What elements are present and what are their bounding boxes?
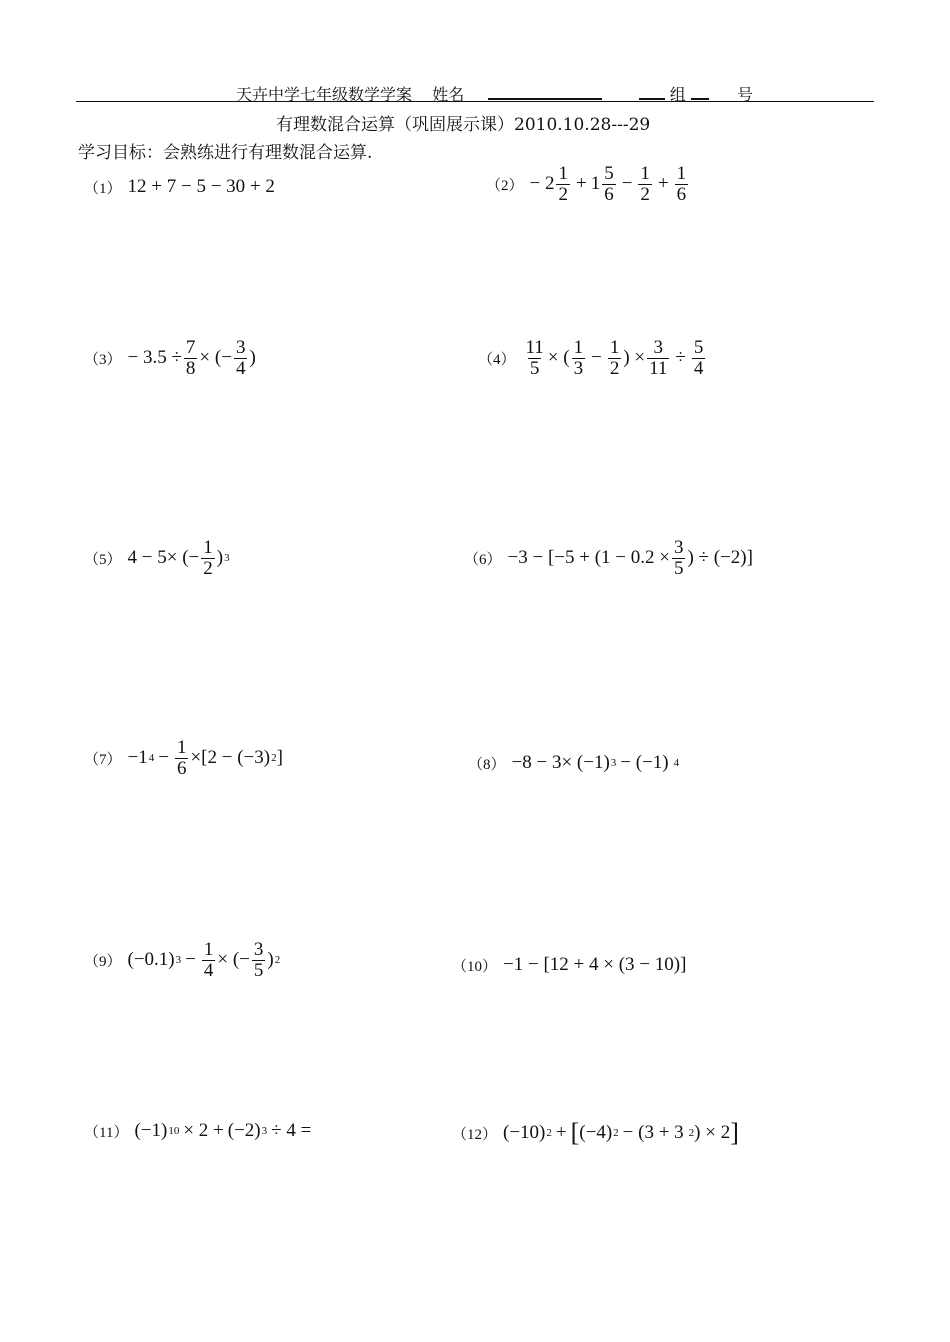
- problem-3: [84, 338, 256, 379]
- expr-part: ]: [276, 747, 283, 769]
- exponent: 2: [274, 954, 281, 967]
- fraction: $\frac{1}{3}$: [573, 337, 584, 379]
- expr-part: − 3.5 ÷: [127, 347, 182, 369]
- problem-9: [84, 940, 280, 981]
- fraction: $\frac{1}{2}$: [609, 337, 620, 379]
- expr-part: −: [185, 949, 196, 971]
- fraction: $\frac{3}{5}$: [253, 939, 264, 981]
- exponent: 10: [168, 1125, 180, 1137]
- expr-part: ): [249, 347, 256, 369]
- problem-2: [486, 164, 690, 205]
- expr-part: −: [621, 173, 633, 195]
- problem-label: （5）: [84, 551, 122, 568]
- exponent: 2: [271, 752, 277, 765]
- expr-part: − (3 + 3: [622, 1122, 684, 1143]
- expr-part: ) ×: [623, 347, 646, 369]
- exponent: 4: [148, 752, 155, 765]
- expr-part: −8 − 3× (−1): [511, 752, 610, 773]
- exponent: 3: [261, 1125, 268, 1137]
- header-rule: [76, 101, 874, 102]
- expr-part: −3 − [−5 + (1 − 0.2 ×: [507, 547, 670, 569]
- bracket: [: [570, 1118, 580, 1147]
- expr-part: (−1): [134, 1120, 168, 1141]
- expr-part: − (−1): [620, 752, 669, 773]
- fraction: $\frac{11}{5}$: [525, 337, 544, 379]
- fraction: $\frac{3}{11}$: [649, 337, 668, 379]
- expr-part: ): [267, 949, 274, 971]
- group-blank: [639, 88, 665, 100]
- expr-part: (−0.1): [127, 949, 175, 971]
- expr-part: × 2 +: [183, 1120, 224, 1141]
- problem-4: [478, 338, 707, 379]
- expr-part: ÷: [675, 347, 686, 369]
- problem-label: （11）: [84, 1124, 129, 1141]
- expression: −1 − [12 + 4 × (3 − 10)]: [503, 954, 687, 975]
- problem-label: （10）: [452, 958, 498, 975]
- problem-label: （9）: [84, 953, 122, 970]
- expr-part: (−10): [503, 1122, 546, 1143]
- expr-part: (−2): [227, 1120, 261, 1141]
- expr-part: ÷ 4 =: [271, 1120, 312, 1141]
- expr-part: × (: [547, 347, 570, 369]
- expr-part: +: [657, 173, 669, 195]
- expr-part: −: [158, 747, 169, 769]
- problem-7: [84, 738, 283, 779]
- learning-goal: 学习目标：会熟练进行有理数混合运算.: [78, 143, 373, 163]
- name-label: 姓名: [432, 85, 465, 104]
- problem-11: [84, 1120, 315, 1142]
- exponent: 3: [175, 954, 182, 967]
- fraction: $\frac{5}{6}$: [604, 163, 614, 205]
- expr-part: +: [555, 1122, 567, 1143]
- fraction: $\frac{3}{4}$: [235, 337, 246, 379]
- problem-10: [452, 954, 686, 976]
- problem-6: [464, 538, 753, 579]
- expr-part: 1: [590, 173, 601, 195]
- exponent: 3: [610, 757, 617, 769]
- exponent: 4: [673, 757, 680, 769]
- fraction: $\frac{1}{2}$: [203, 537, 213, 579]
- fraction: $\frac{7}{8}$: [185, 337, 196, 379]
- expr-part: +: [575, 173, 587, 195]
- fraction: $\frac{1}{4}$: [203, 939, 214, 981]
- group-label: 组: [669, 85, 686, 104]
- expr-part: 4 − 5× (−: [127, 547, 200, 569]
- fraction: $\frac{1}{6}$: [176, 737, 187, 779]
- fraction: $\frac{3}{5}$: [673, 537, 684, 579]
- problem-label: （2）: [486, 177, 524, 194]
- fraction: $\frac{1}{2}$: [640, 163, 650, 205]
- fraction: $\frac{1}{2}$: [558, 163, 568, 205]
- bracket: ]: [730, 1118, 739, 1147]
- expression: 12 + 7 − 5 − 30 + 2: [127, 176, 275, 197]
- page-title: 有理数混合运算（巩固展示课）2010.10.28---29: [276, 115, 651, 135]
- number-label: 号: [736, 85, 753, 104]
- expr-part: − 2: [529, 173, 555, 195]
- problem-label: （4）: [478, 351, 516, 368]
- name-blank: [488, 88, 602, 100]
- problem-12: [452, 1120, 739, 1146]
- expr-part: ) × 2: [694, 1122, 731, 1143]
- problem-label: （7）: [84, 751, 122, 768]
- expr-part: −1: [127, 747, 148, 769]
- expr-part: ) ÷ (−2)]: [687, 547, 753, 569]
- problem-label: （3）: [84, 351, 122, 368]
- exponent: 2: [546, 1127, 552, 1139]
- problem-label: （8）: [468, 756, 506, 773]
- expr-part: × (−: [199, 347, 232, 369]
- exponent: 2: [688, 1127, 695, 1139]
- exponent: 3: [224, 552, 230, 565]
- problem-label: （12）: [452, 1126, 498, 1143]
- problem-label: （1）: [84, 180, 122, 197]
- fraction: $\frac{1}{6}$: [676, 163, 687, 205]
- number-blank: [691, 88, 709, 100]
- expr-part: × (−: [217, 949, 250, 971]
- expr-part: ×[2 − (−3): [190, 747, 271, 769]
- expr-part: −: [591, 347, 602, 369]
- problem-5: [84, 538, 230, 579]
- problem-label: （6）: [464, 551, 502, 568]
- problem-1: [84, 176, 275, 198]
- problem-8: [468, 752, 679, 774]
- expr-part: ): [216, 547, 224, 569]
- exponent: 2: [613, 1127, 619, 1139]
- school-title: 天卉中学七年级数学学案: [236, 85, 413, 104]
- expr-part: (−4): [579, 1122, 613, 1143]
- fraction: $\frac{5}{4}$: [693, 337, 704, 379]
